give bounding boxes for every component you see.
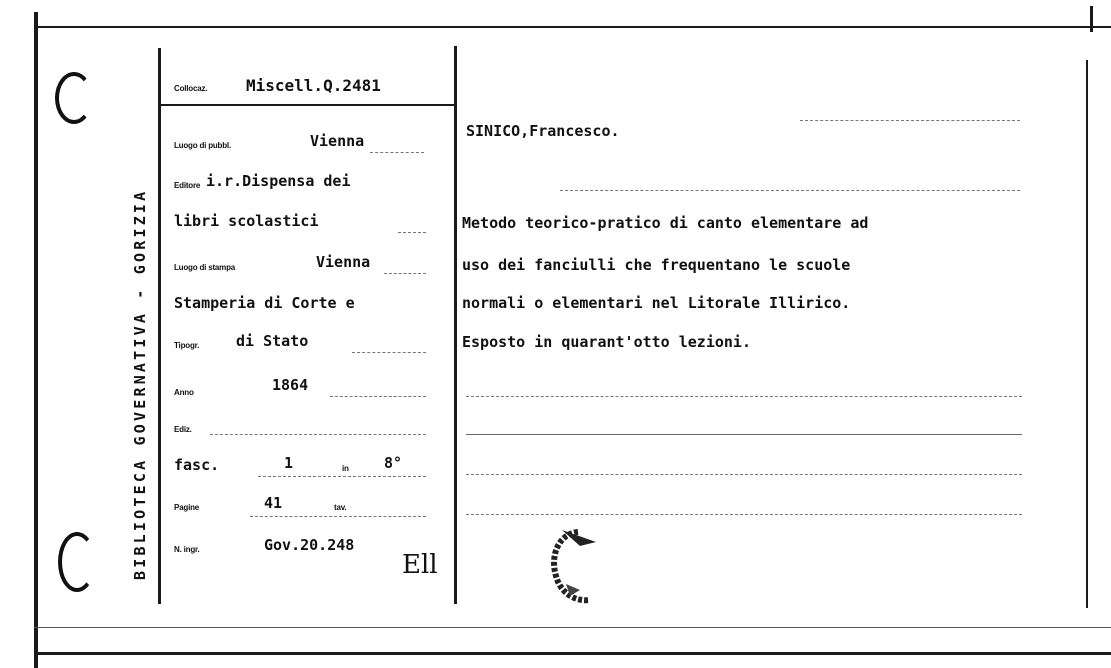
handwritten-number: Ell: [402, 550, 438, 580]
right-card-edge: [1086, 60, 1088, 608]
right-top-edge: [1090, 6, 1093, 32]
dotted-leader: [398, 232, 426, 233]
year-label: Anno: [174, 388, 194, 397]
title-line-3: normali o elementari nel Litorale Illirico.: [462, 294, 851, 312]
ruled-line: [466, 434, 1022, 435]
place-printing-value: Vienna: [316, 253, 371, 271]
place-publication-value: Vienna: [310, 132, 365, 150]
punch-hole-bottom: [58, 532, 96, 592]
dotted-leader: [258, 476, 426, 477]
dotted-leader: [384, 273, 426, 274]
dotted-leader: [210, 434, 426, 435]
publisher-value-line2: libri scolastici: [174, 212, 319, 230]
bottom-card-edge: [34, 652, 1111, 655]
center-column-rule: [454, 46, 457, 604]
place-printing-label: Luogo di stampa: [174, 263, 236, 272]
pages-label: Pagine: [174, 503, 200, 512]
collocation-label: Collocaz.: [174, 84, 208, 93]
tables-label: tav.: [334, 503, 347, 512]
publisher-value-line1: i.r.Dispensa dei: [206, 172, 351, 190]
ruled-line: [466, 474, 1022, 475]
title-line-2: uso dei fanciulli che frequentano le scuole: [462, 256, 851, 274]
format-label: in: [342, 464, 349, 473]
pages-value: 41: [264, 494, 283, 512]
author-heading: SINICO,Francesco.: [466, 122, 620, 140]
format-value: 8°: [384, 454, 403, 472]
fasc-label: fasc.: [174, 456, 220, 474]
collocation-underline: [160, 104, 454, 106]
left-card-edge: [34, 12, 38, 668]
dotted-leader: [352, 352, 426, 353]
punch-hole-top: [55, 72, 93, 124]
dotted-leader: [370, 152, 424, 153]
dotted-leader: [560, 190, 1020, 191]
inventory-value: Gov.20.248: [264, 536, 355, 554]
printer-label: Tipogr.: [174, 341, 200, 350]
title-line-4: Esposto in quarant'otto lezioni.: [462, 333, 751, 351]
dotted-leader: [250, 516, 426, 517]
fasc-value: 1: [284, 454, 294, 472]
collocation-value: Miscell.Q.2481: [246, 76, 381, 95]
library-stamp: [540, 524, 610, 608]
left-column-rule: [158, 48, 161, 604]
ruled-line: [466, 514, 1022, 515]
year-value: 1864: [272, 376, 309, 394]
publisher-label: Editore: [174, 181, 201, 190]
inventory-label: N. ingr.: [174, 545, 200, 554]
ruled-line: [466, 396, 1022, 397]
dotted-leader: [800, 120, 1020, 121]
printer-value-line1: Stamperia di Corte e: [174, 294, 355, 312]
top-card-edge: [34, 26, 1111, 28]
bottom-rule-1: [34, 627, 1111, 628]
library-side-title: BIBLIOTECA GOVERNATIVA - GORIZIA: [131, 188, 149, 580]
printer-value-line2: di Stato: [236, 332, 309, 350]
edition-label: Ediz.: [174, 425, 192, 434]
dotted-leader: [330, 396, 426, 397]
place-publication-label: Luogo di pubbl.: [174, 141, 231, 150]
title-line-1: Metodo teorico-pratico di canto elementare ad: [462, 214, 869, 232]
